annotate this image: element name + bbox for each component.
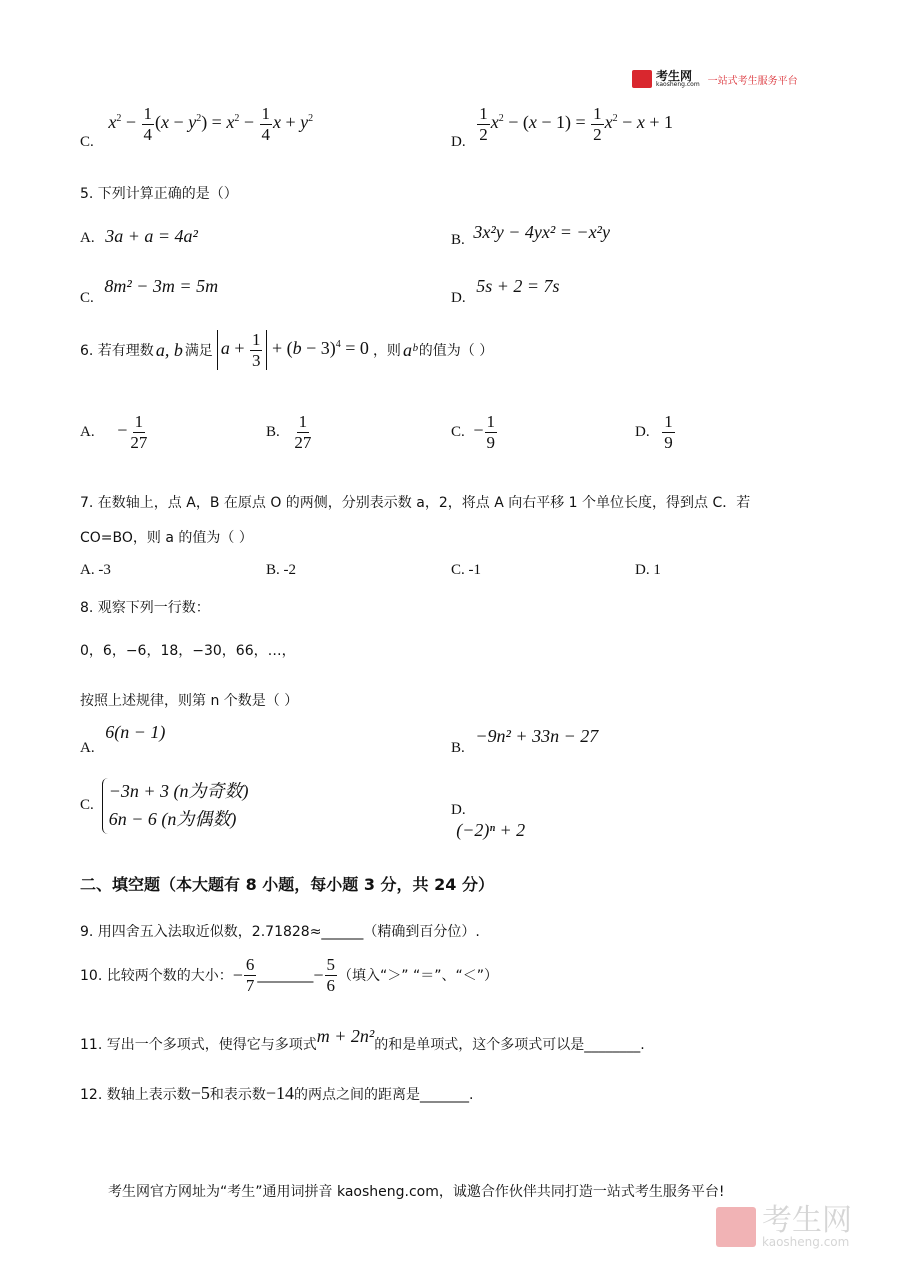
footer-text: 考生网官方网址为“考生”通用词拼音 kaosheng.com，诚邀合作伙伴共同打造一站式考生服务平台! [108, 1184, 725, 1200]
q10-frac1: $\frac{6}{7}$ [245, 955, 255, 995]
watermark [716, 1203, 852, 1249]
q8-a-expr: 6(n − 1) [105, 722, 166, 742]
q5-c-expr: 8m² − 3m = 5m [104, 276, 219, 296]
q7-option-b: B. -2 [266, 562, 297, 578]
q5-b-expr: 3x²y − 4yx² = −x²y [473, 222, 610, 242]
q8-b-expr: −9n² + 33n − 27 [475, 726, 599, 746]
q6-condition: a + $\frac{1}{3}$ + $(b - 3)^4 = 0$ [217, 330, 369, 370]
q8-d-expr: (−2)ⁿ + 2 [456, 820, 526, 840]
q8-option-a: A. 6(n − 1) [80, 722, 166, 756]
q4-c-expr: $x^2$ − $\frac{1}{4}$ $(x - y^2) = x^2$ − $\frac{1}{4}$ $x + y^2$ [108, 104, 314, 144]
q6-option-c: C. − $\frac{1}{9}$ [451, 412, 496, 452]
watermark-text: 考生网 [762, 1203, 852, 1238]
q4-d-expr: $\frac{1}{2}$ $x^2 - (x - 1)$ = $\frac{1}{2}$ $x^2 - x + 1$ [479, 104, 673, 144]
q4-option-d [451, 104, 673, 151]
q7-option-c: C. -1 [451, 562, 482, 578]
q7-stem-line2: CO=BO，则 a 的值为（ ） [80, 530, 253, 546]
header-logo [632, 70, 798, 88]
q10-blank: ________ [257, 967, 314, 984]
logo-text: 考生网 [656, 69, 693, 83]
q8-question: 按照上述规律，则第 n 个数是（ ） [80, 693, 299, 709]
q4-option-c [80, 104, 313, 151]
q6-stem: 6. 若有理数 a, b 满足 a + $\frac{1}{3}$ + $(b - 3)^4 = 0$ ，则 aᵇ 的值为（ ） [80, 330, 494, 370]
header-slogan: 一站式考生服务平台 [707, 75, 798, 87]
q6-target: aᵇ [402, 339, 417, 360]
q7-option-d: D. 1 [635, 562, 661, 578]
q12: 12. 数轴上表示数 −5 和表示数 −14 的两点之间的距离是_______. [80, 1083, 474, 1103]
q5-option-c: C. 8m² − 3m = 5m [80, 276, 219, 306]
q6-vars: a, b [155, 339, 183, 360]
q5-option-a: A. 3a + a = 4a² [80, 226, 198, 246]
q11: 11. 写出一个多项式，使得它与多项式 m + 2n² 的和是单项式，这个多项式可以是________. [80, 1025, 645, 1053]
q4-d-label: D. [451, 134, 466, 151]
section-title: 二、填空题（本大题有 8 小题，每小题 3 分，共 24 分） [80, 875, 494, 894]
q7-stem-line1: 7. 在数轴上，点 A，B 在原点 O 的两侧，分别表示数 a，2，将点 A 向右平移 1 个单位长度，得到点 C．若 [80, 495, 751, 511]
q8-option-d: D. (−2)ⁿ + 2 [451, 802, 526, 840]
watermark-domain: kaosheng.com [762, 1235, 850, 1249]
q6-option-d: D. $\frac{1}{9}$ [635, 412, 673, 452]
logo-domain: kaosheng.com [656, 81, 700, 88]
q4-c-label: C. [80, 134, 94, 151]
q5-d-expr: 5s + 2 = 7s [476, 276, 560, 296]
q5-option-b: B. 3x²y − 4yx² = −x²y [451, 222, 610, 248]
q8-stem: 8. 观察下列一行数： [80, 600, 210, 616]
q6-option-a: A. − $\frac{1}{27}$ [80, 412, 148, 452]
q10-frac2: $\frac{5}{6}$ [326, 955, 336, 995]
q8-option-b: B. −9n² + 33n − 27 [451, 726, 599, 756]
q5-stem: 5. 下列计算正确的是（） [80, 186, 238, 202]
q8-sequence: 0，6，−6，18，−30，66，…， [80, 643, 296, 659]
watermark-logo-icon [716, 1207, 756, 1247]
q8-option-c: C. −3n + 3 (n为奇数) 6n − 6 (n为偶数) [80, 778, 249, 834]
q8-c-piecewise: −3n + 3 (n为奇数) 6n − 6 (n为偶数) [102, 778, 249, 834]
q4-c-frac: $\frac{1}{4}$ [143, 104, 153, 144]
q5-a-expr: 3a + a = 4a² [105, 226, 198, 246]
q5-option-d: D. 5s + 2 = 7s [451, 276, 560, 306]
logo-mark-icon [632, 70, 652, 88]
q9-text: 9. 用四舍五入法取近似数，2.71828≈______（精确到百分位）. [80, 924, 480, 940]
q11-expr: m + 2n² [316, 1025, 375, 1046]
q6-option-b: B. $\frac{1}{27}$ [266, 412, 312, 452]
q7-option-a: A. -3 [80, 562, 111, 578]
q10: 10. 比较两个数的大小： − $\frac{6}{7}$ ________ − $\frac{5}{6}$ （填入“＞” “＝”、“＜”） [80, 955, 498, 995]
